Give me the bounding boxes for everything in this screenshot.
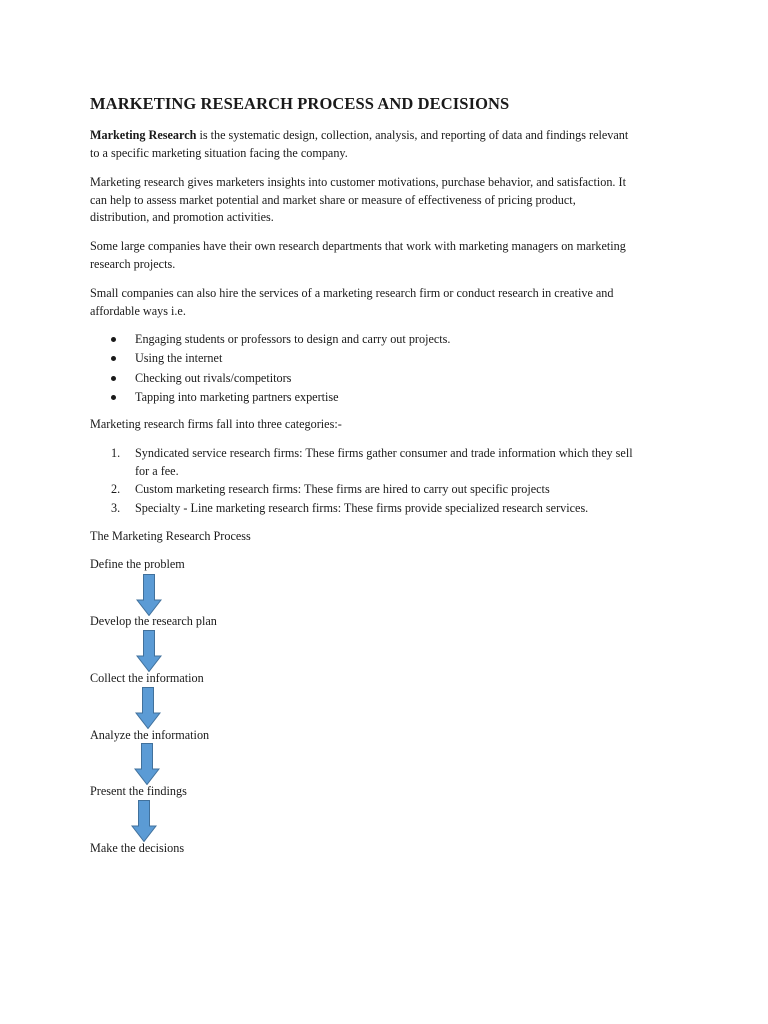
list-item-text: Checking out rivals/competitors [135, 370, 292, 385]
step-make-decisions: Make the decisions [90, 841, 185, 855]
bullet-dot-icon [111, 395, 116, 400]
list-item [90, 331, 450, 350]
intro-line-1-rest: is the systematic design, collection, analysis, and reporting of data and findings relevant [196, 128, 629, 142]
process-heading: The Marketing Research Process [90, 529, 251, 543]
list-item [90, 350, 450, 369]
large-companies-line-2: research projects. [90, 256, 176, 271]
step-collect-information: Collect the information [90, 671, 204, 685]
list-item-text: Tapping into marketing partners expertise [135, 389, 339, 404]
bullet-dot-icon [111, 356, 116, 361]
insights-line-3: distribution, and promotion activities. [90, 210, 274, 224]
category-number: 3. [111, 501, 121, 516]
list-item-text: Engaging students or professors to design and carry out projects. [135, 332, 451, 346]
category-line-1: Syndicated service research firms: These firms gather consumer and trade information which they sell [135, 446, 633, 460]
category-item [90, 500, 682, 518]
step-present-findings: Present the findings [90, 784, 187, 798]
categories-intro: Marketing research firms fall into three categories:- [90, 417, 342, 431]
intro-paragraph [90, 127, 682, 162]
large-companies-line-1: Some large companies have their own research departments that work with marketing managers on marketing [90, 239, 626, 253]
category-line-1: Specialty - Line marketing research firms: These firms provide specialized research services. [135, 501, 589, 516]
category-line-2: for a fee. [135, 463, 179, 478]
small-companies-line-1: Small companies can also hire the services of a marketing research firm or conduct research in creative and [90, 286, 614, 300]
bullet-dot-icon [111, 376, 116, 381]
intro-line-2: to a specific marketing situation facing the company. [90, 145, 348, 160]
categories-list [90, 445, 682, 519]
step-define-problem: Define the problem [90, 557, 185, 571]
small-companies-line-2: affordable ways i.e. [90, 303, 186, 318]
step-analyze-information: Analyze the information [90, 728, 210, 742]
category-number: 2. [111, 482, 121, 497]
category-line-1: Custom marketing research firms: These firms are hired to carry out specific projects [135, 482, 550, 497]
down-arrow-icon [131, 800, 157, 842]
intro-bold-term: Marketing Research [90, 128, 197, 142]
down-arrow-icon [136, 630, 162, 672]
bullet-dot-icon [111, 337, 116, 342]
category-item [90, 481, 682, 499]
intro-line-1 [90, 128, 628, 142]
large-companies-paragraph [90, 238, 682, 273]
list-item [90, 370, 450, 389]
list-item-text: Using the internet [135, 351, 223, 366]
insights-paragraph [90, 174, 682, 227]
step-develop-plan: Develop the research plan [90, 614, 217, 628]
list-item [90, 389, 450, 408]
bullet-list [90, 331, 450, 408]
down-arrow-icon [136, 574, 162, 616]
down-arrow-icon [135, 687, 161, 729]
document-title: MARKETING RESEARCH PROCESS AND DECISIONS [90, 94, 510, 113]
small-companies-paragraph [90, 285, 682, 320]
insights-line-2: can help to assess market potential and market share or measure of effectiveness of pricing product, [90, 192, 576, 207]
category-number: 1. [111, 446, 121, 460]
category-item [90, 445, 682, 480]
down-arrow-icon [134, 743, 160, 785]
insights-line-1: Marketing research gives marketers insights into customer motivations, purchase behavior, and satisfaction. It [90, 175, 626, 189]
